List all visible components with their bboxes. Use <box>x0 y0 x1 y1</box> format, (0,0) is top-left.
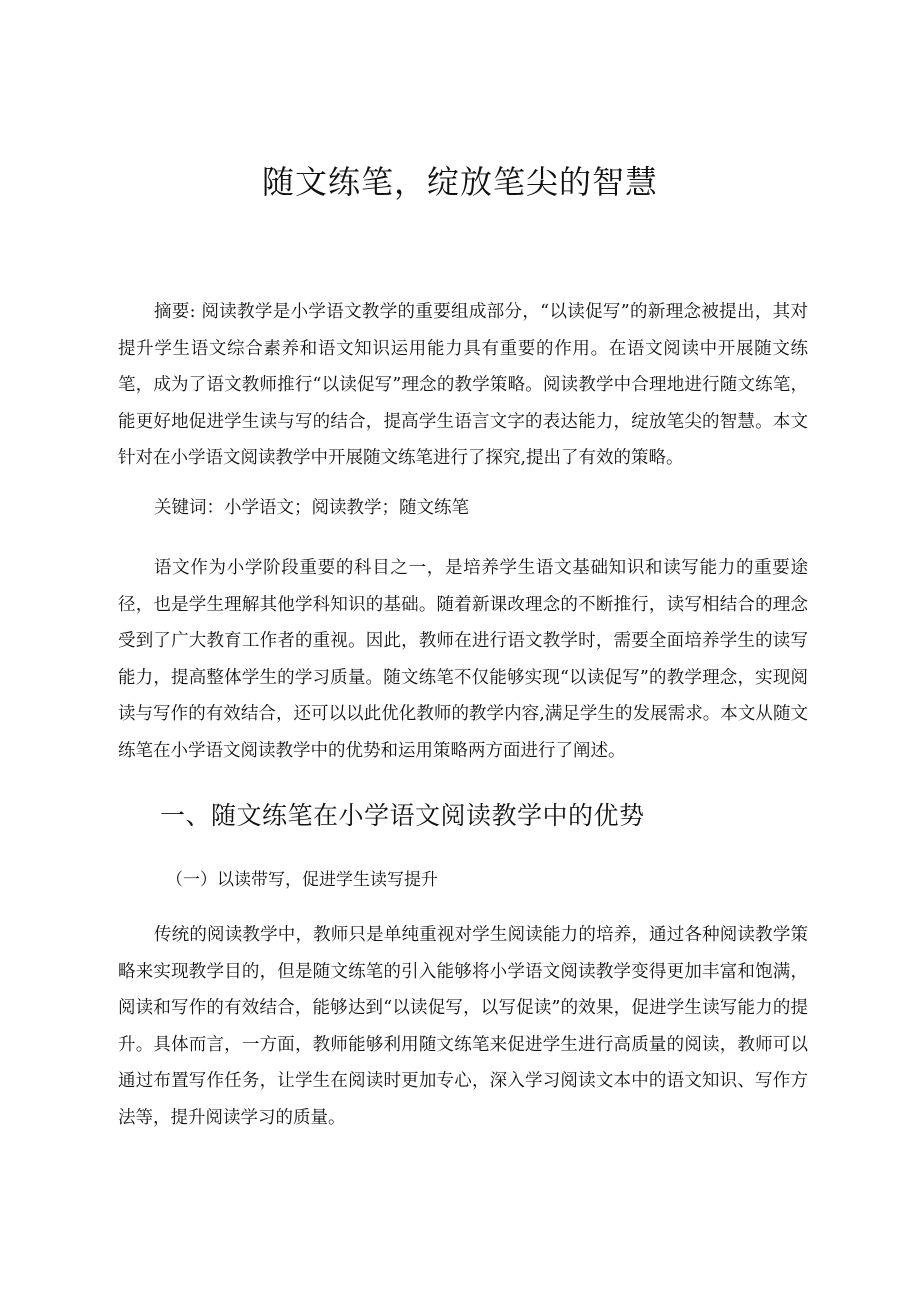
abstract-paragraph <box>118 294 808 477</box>
abstract-text: 阅读教学是小学语文教学的重要组成部分，“以读促写”的新理念被提出，其对提升学生语文综合素养和语文知识运用能力具有重要的作用。在语文阅读中开展随文练笔，成为了语文教师推行“以读促写”理念的教学策略。阅读教学中合理地进行随文练笔，能更好地促进学生读与写的结合，提高学生语言文字的表达能力，绽放笔尖的智慧。本文针对在小学语文阅读教学中开展随文练笔进行了探究,提出了有效的策略。 <box>118 302 808 468</box>
intro-paragraph: 语文作为小学阶段重要的科目之一，是培养学生语文基础知识和读写能力的重要途径，也是学生理解其他学科知识的基础。随着新课改理念的不断推行，读写相结合的理念受到了广大教育工作者的重视。因此，教师在进行语文教学时，需要全面培养学生的读写能力，提高整体学生的学习质量。随文练笔不仅能够实现“以读促写”的教学理念，实现阅读与写作的有效结合，还可以以此优化教师的教学内容,满足学生的发展需求。本文从随文练笔在小学语文阅读教学中的优势和运用策略两方面进行了阐述。 <box>118 558 808 761</box>
keywords-text: 小学语文；阅读教学；随文练笔 <box>224 498 469 518</box>
section-heading: 一、随文练笔在小学语文阅读教学中的优势 <box>160 801 645 830</box>
body-paragraph: 传统的阅读教学中，教师只是单纯重视对学生阅读能力的培养，通过各种阅读教学策略来实现教学目的，但是随文练笔的引入能够将小学语文阅读教学变得更加丰富和饱满，阅读和写作的有效结合，能够达到“以读促写，以写促读”的效果，促进学生读写能力的提升。具体而言，一方面，教师能够利用随文练笔来促进学生进行高质量的阅读，教师可以通过布置写作任务，让学生在阅读时更加专心，深入学习阅读文本中的语文知识、写作方法等，提升阅读学习的质量。 <box>118 925 808 1128</box>
keywords-label: 关键词： <box>154 498 224 518</box>
abstract-label: 摘要: <box>154 302 196 322</box>
keywords-paragraph <box>118 490 808 527</box>
document-title: 随文练笔，绽放笔尖的智慧 <box>261 163 658 201</box>
subsection-heading: （一）以读带写，促进学生读写提升 <box>166 870 438 890</box>
